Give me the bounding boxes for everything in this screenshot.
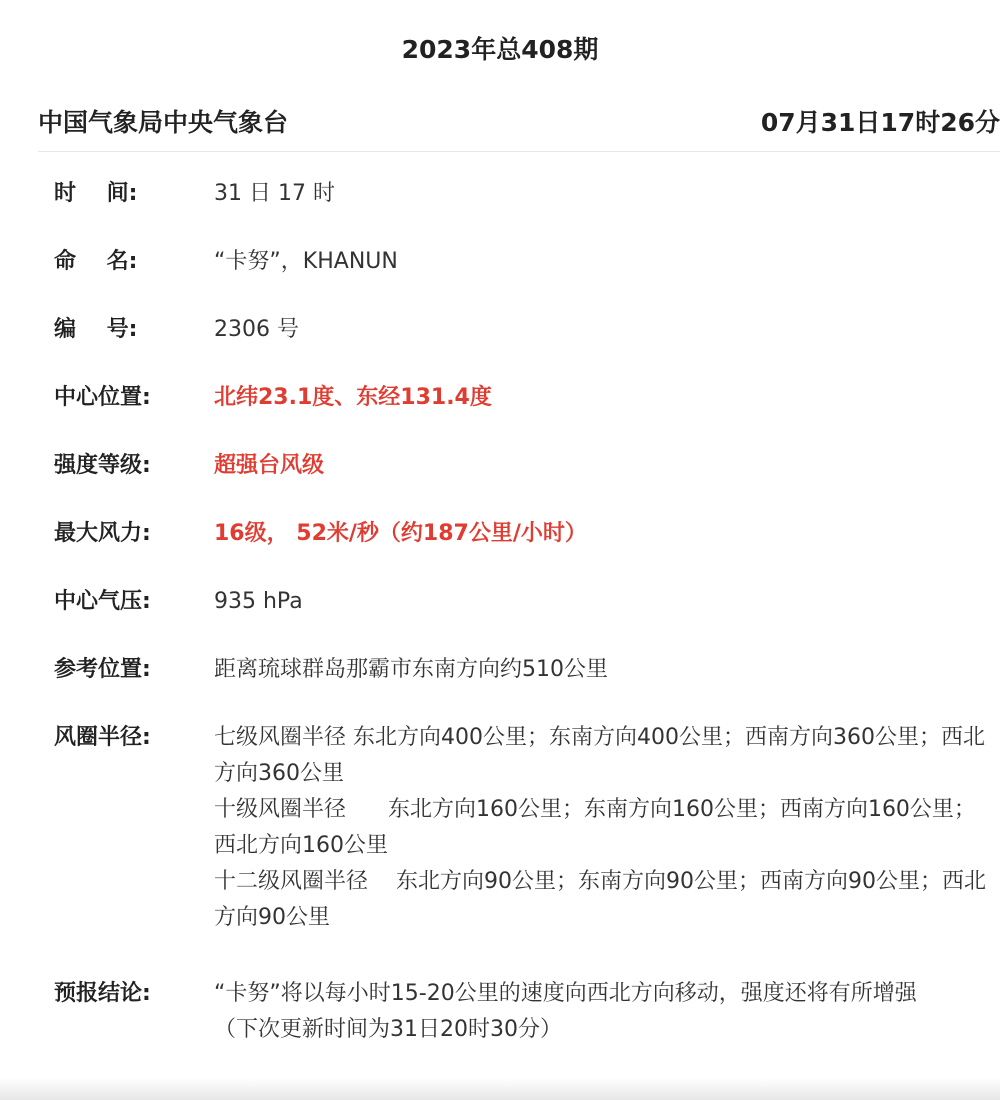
next-update-note: （下次更新时间为31日20时30分） <box>214 1017 562 1042</box>
value-center-pressure: 935 hPa <box>214 589 303 614</box>
row-max-wind <box>54 516 994 552</box>
row-name <box>54 244 994 280</box>
typhoon-info-table <box>54 176 994 1080</box>
value-time: 31 日 17 时 <box>214 181 335 206</box>
label-intensity: 强度等级: <box>54 453 151 478</box>
label-center-pressure: 中心气压: <box>54 589 151 614</box>
row-center-pressure <box>54 584 994 620</box>
org-name: 中国气象局中央气象台 <box>38 108 289 137</box>
value-name: “卡努”，KHANUN <box>214 249 398 274</box>
forecast-conclusion: “卡努”将以每小时15-20公里的速度向西北方向移动，强度还将有所增强 <box>214 981 917 1006</box>
value-intensity: 超强台风级 <box>214 453 325 478</box>
bulletin-header <box>38 103 1000 152</box>
value-reference-position: 距离琉球群岛那霸市东南方向约510公里 <box>214 657 608 682</box>
label-name: 命 名: <box>54 249 138 274</box>
value-max-wind: 16级， 52米/秒（约187公里/小时） <box>214 521 587 546</box>
label-max-wind: 最大风力: <box>54 521 151 546</box>
row-forecast <box>54 976 994 1048</box>
row-center-position <box>54 380 994 416</box>
wind-radius-7-level: 七级风圈半径 东北方向400公里；东南方向400公里；西南方向360公里；西北方向360公里 <box>214 725 985 786</box>
row-number <box>54 312 994 348</box>
label-center-position: 中心位置: <box>54 385 151 410</box>
label-number: 编 号: <box>54 317 138 342</box>
issue-time: 07月31日17时26分 <box>760 108 1000 137</box>
bottom-fade <box>0 1078 1000 1100</box>
wind-radius-12-level: 十二级风圈半径 东北方向90公里；东南方向90公里；西南方向90公里；西北方向90公里 <box>214 869 986 930</box>
issue-title: 2023年总408期 <box>401 35 599 64</box>
value-center-position: 北纬23.1度、东经131.4度 <box>214 385 492 410</box>
row-intensity <box>54 448 994 484</box>
row-time <box>54 176 994 212</box>
value-forecast <box>214 976 994 1048</box>
label-forecast: 预报结论: <box>54 981 151 1006</box>
value-number: 2306 号 <box>214 317 299 342</box>
label-reference-position: 参考位置: <box>54 657 151 682</box>
value-wind-radius <box>214 720 994 936</box>
label-wind-radius: 风圈半径: <box>54 725 151 750</box>
row-reference-position <box>54 652 994 688</box>
wind-radius-10-level: 十级风圈半径 东北方向160公里；东南方向160公里；西南方向160公里；西北方向160公里 <box>214 797 976 858</box>
label-time: 时 间: <box>54 181 138 206</box>
row-wind-radius <box>54 720 994 936</box>
